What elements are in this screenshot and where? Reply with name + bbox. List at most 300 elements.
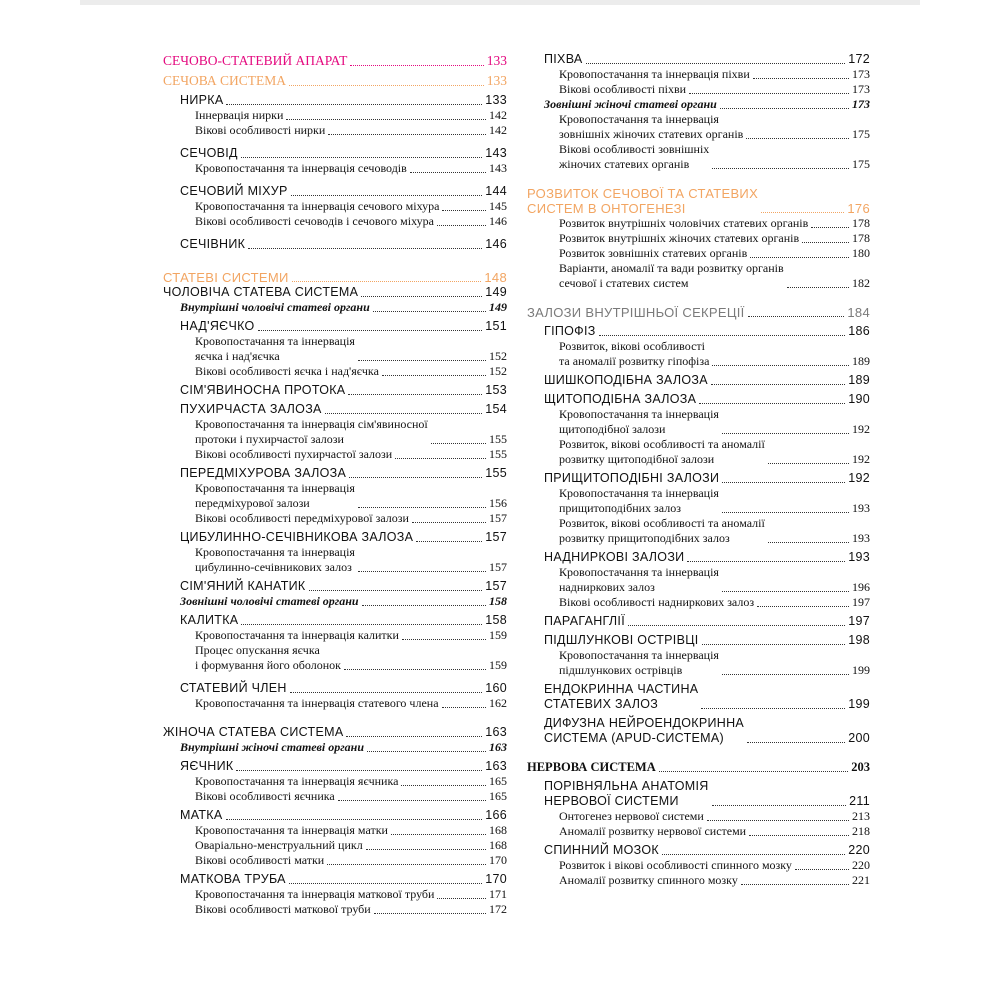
toc-entry[interactable] [163,789,507,804]
dot-leader [289,883,482,884]
toc-page-number: 197 [852,595,870,609]
toc-page-number: 152 [489,364,507,378]
toc-entry-title: Вікові особливості зовнішніх жіночих статевих органів [559,142,710,171]
toc-entry[interactable] [527,516,870,546]
toc-entry-title: ДИФУЗНА НЕЙРОЕНДОКРИННА СИСТЕМА (APUD-СИСТЕМА) [544,716,745,745]
toc-entry-title: ПЕРЕДМІХУРОВА ЗАЛОЗА [180,466,347,480]
dot-leader [722,482,845,483]
dot-leader [722,433,849,434]
toc-page-number: 198 [848,633,870,647]
toc-entry[interactable] [527,82,870,97]
dot-leader [382,375,486,376]
dot-leader [702,644,846,645]
toc-entry[interactable] [163,161,507,176]
dot-leader [699,403,845,404]
toc-entry[interactable] [527,843,870,858]
toc-entry-title: Кровопостачання та іннервація яєчка і над'яєчка [195,334,355,363]
toc-entry[interactable] [527,760,870,775]
toc-page-number: 175 [852,127,870,141]
toc-entry[interactable] [527,392,870,407]
toc-page-number: 154 [485,402,507,416]
toc-page-number: 143 [489,161,507,175]
toc-entry-title: ПІДШЛУНКОВІ ОСТРІВЦІ [544,633,699,647]
dot-leader [811,227,849,228]
toc-page-number: 170 [485,872,507,886]
toc-entry[interactable] [163,108,507,123]
toc-entry-title: Зовнішні чоловічі статеві органи [180,594,359,608]
toc-entry-title: Розвиток внутрішніх жіночих статевих органів [559,231,800,245]
toc-entry[interactable] [163,887,507,902]
dot-leader [348,394,482,395]
dot-leader [749,835,849,836]
toc-entry[interactable] [163,52,507,69]
toc-entry[interactable] [163,579,507,594]
toc-entry-title: Внутрішні жіночі статеві органи [180,740,365,754]
toc-entry[interactable] [163,417,507,447]
toc-entry-title: РОЗВИТОК СЕЧОВОЇ ТА СТАТЕВИХ СИСТЕМ В ОНТОГЕНЕЗІ [527,186,759,216]
toc-entry[interactable] [163,643,507,673]
toc-entry[interactable] [163,466,507,481]
dot-leader [412,522,486,523]
toc-entry-title: ЗАЛОЗИ ВНУТРІШНЬОЇ СЕКРЕЦІЇ [527,305,745,320]
dot-leader [358,571,486,572]
dot-leader [362,605,486,606]
toc-entry[interactable] [163,481,507,511]
toc-entry-title: ЧОЛОВІЧА СТАТЕВА СИСТЕМА [163,285,359,299]
toc-entry[interactable] [527,614,870,629]
toc-spacer [163,229,507,237]
toc-entry[interactable] [163,774,507,789]
toc-entry-title: Розвиток зовнішніх статевих органів [559,246,748,260]
toc-spacer [163,711,507,725]
toc-entry-title: Розвиток, вікові особливості та аномалії розвитку щитоподібної залози [559,437,765,466]
toc-entry-title: НАД'ЯЄЧКО [180,319,255,333]
dot-leader [325,413,483,414]
toc-entry[interactable] [527,305,870,320]
toc-spacer [163,673,507,681]
toc-entry-title: ЖІНОЧА СТАТЕВА СИСТЕМА [163,725,344,739]
dot-leader [241,624,482,625]
toc-entry[interactable] [163,613,507,628]
dot-leader [720,108,849,109]
toc-entry-title: Кровопостачання та іннервація щитоподібної залози [559,407,719,436]
toc-column-right [527,52,870,888]
dot-leader [712,365,849,366]
toc-page-number: 171 [489,887,507,901]
toc-entry[interactable] [163,725,507,740]
toc-entry[interactable] [163,364,507,379]
dot-leader [349,477,482,478]
toc-entry[interactable] [163,199,507,214]
toc-entry-title: Оваріально-менструальний цикл [195,838,363,852]
toc-entry-title: Кровопостачання та іннервація сечоводів [195,161,407,175]
dot-leader [391,834,486,835]
toc-entry-title: СЕЧОВИЙ МІХУР [180,184,288,198]
toc-entry[interactable] [527,52,870,67]
toc-entry-title: Кровопостачання та іннервація маткової труби [195,887,435,901]
toc-page-number: 157 [485,530,507,544]
toc-page-number: 133 [486,73,507,88]
toc-entry[interactable] [163,823,507,838]
dot-leader [344,669,486,670]
dot-leader [358,360,486,361]
toc-entry-title: Розвиток, вікові особливості та аномалії розвитку гіпофіза [559,339,710,368]
toc-entry-title: СЕЧОВО-СТАТЕВИЙ АПАРАТ [163,53,348,68]
toc-entry[interactable] [163,594,507,609]
dot-leader [361,296,482,297]
toc-entry[interactable] [527,682,870,712]
toc-entry[interactable] [527,858,870,873]
dot-leader [248,248,482,249]
toc-page-number: 165 [489,789,507,803]
toc-entry-title: НЕРВОВА СИСТЕМА [527,760,656,774]
toc-entry[interactable] [527,648,870,678]
toc-page-number: 142 [489,123,507,137]
dot-leader [416,541,482,542]
toc-entry[interactable] [527,633,870,648]
toc-entry[interactable] [163,93,507,108]
toc-entry-title: Розвиток і вікові особливості спинного мозку [559,858,792,872]
toc-entry-title: ЦИБУЛИННО-СЕЧІВНИКОВА ЗАЛОЗА [180,530,414,544]
toc-entry-title: Кровопостачання та іннервація надниркових залоз [559,565,719,594]
toc-entry[interactable] [527,779,870,809]
toc-entry[interactable] [527,186,870,216]
toc-entry-title: Розвиток, вікові особливості та аномалії розвитку прищитоподібних залоз [559,516,765,545]
toc-entry[interactable] [527,809,870,824]
toc-entry[interactable] [163,628,507,643]
toc-page-number: 182 [852,276,870,290]
toc-entry[interactable] [163,270,507,285]
toc-entry[interactable] [527,231,870,246]
dot-leader [689,93,849,94]
dot-leader [350,65,483,66]
toc-page-number: 173 [852,67,870,81]
toc-entry-title: Вікові особливості матки [195,853,325,867]
toc-page-number: 172 [848,52,870,66]
toc-page-number: 144 [485,184,507,198]
toc-page-number: 203 [851,760,870,774]
dot-leader [741,884,849,885]
toc-entry[interactable] [163,184,507,199]
dot-leader [599,335,846,336]
toc-entry[interactable] [527,373,870,388]
dot-leader [795,869,849,870]
dot-leader [442,210,486,211]
toc-entry[interactable] [163,808,507,823]
toc-page-number: 152 [489,349,507,363]
dot-leader [802,242,849,243]
dot-leader [402,639,486,640]
dot-leader [373,311,486,312]
toc-entry-title: ПРИЩИТОПОДІБНІ ЗАЛОЗИ [544,471,720,485]
toc-entry-title: Кровопостачання та іннервація піхви [559,67,750,81]
toc-entry[interactable] [163,285,507,300]
toc-entry-title: ЯЄЧНИК [180,759,234,773]
toc-page-number: 146 [489,214,507,228]
toc-entry[interactable] [527,595,870,610]
toc-page-number: 149 [489,300,507,314]
toc-page-number: 200 [848,731,870,745]
toc-entry[interactable] [527,471,870,486]
toc-entry-title: Варіанти, аномалії та вади розвитку органів сечової і статевих систем [559,261,784,290]
toc-entry-title: ПУХИРЧАСТА ЗАЛОЗА [180,402,322,416]
toc-entry-title: Вікові особливості яєчка і над'яєчка [195,364,379,378]
dot-leader [346,736,482,737]
dot-leader [746,138,849,139]
dot-leader [226,104,482,105]
dot-leader [442,707,486,708]
dot-leader [366,849,486,850]
toc-page-number: 192 [852,452,870,466]
dot-leader [437,898,486,899]
toc-page-number: 220 [848,843,870,857]
dot-leader [750,257,849,258]
dot-leader [291,195,483,196]
toc-page-number: 133 [485,93,507,107]
toc-page-number: 162 [489,696,507,710]
toc-entry-title: СПИННИЙ МОЗОК [544,843,659,857]
toc-entry-title: Вікові особливості передміхурової залози [195,511,409,525]
toc-entry[interactable] [163,545,507,575]
toc-entry[interactable] [527,437,870,467]
toc-entry[interactable] [527,339,870,369]
toc-entry[interactable] [163,237,507,252]
toc-page-number: 148 [484,270,507,285]
toc-page-number: 193 [852,531,870,545]
toc-page-number: 143 [485,146,507,160]
toc-entry[interactable] [527,486,870,516]
toc-entry[interactable] [163,447,507,462]
toc-entry-title: Вікові особливості надниркових залоз [559,595,755,609]
toc-entry-title: Кровопостачання та іннервація сечового міхура [195,199,440,213]
toc-entry-title: СІМ'ЯНИЙ КАНАТИК [180,579,306,593]
dot-leader [338,800,486,801]
dot-leader [768,463,849,464]
toc-page-number: 157 [489,511,507,525]
toc-page-number: 155 [489,447,507,461]
toc-entry[interactable] [163,853,507,868]
dot-leader [309,590,483,591]
toc-page-number: 220 [852,858,870,872]
toc-entry-title: СТАТЕВИЙ ЧЛЕН [180,681,287,695]
toc-entry-title: Кровопостачання та іннервація зовнішніх жіночих статевих органів [559,112,744,141]
toc-spacer [163,138,507,146]
toc-entry[interactable] [163,872,507,887]
toc-entry[interactable] [527,261,870,291]
toc-entry[interactable] [163,383,507,398]
toc-spacer [527,291,870,305]
toc-entry-title: Вікові особливості яєчника [195,789,335,803]
toc-page-number: 193 [852,501,870,515]
toc-entry-title: Вікові особливості пухирчастої залози [195,447,393,461]
dot-leader [236,770,482,771]
toc-entry-title: СЕЧОВА СИСТЕМА [163,73,287,88]
toc-page-number: 163 [489,740,507,754]
toc-page-number: 168 [489,823,507,837]
toc-entry[interactable] [527,550,870,565]
toc-entry-title: Процес опускання яєчка і формування його оболонок [195,643,341,672]
toc-page-number: 157 [485,579,507,593]
dot-leader [289,85,484,86]
toc-entry[interactable] [527,824,870,839]
toc-entry-title: СЕЧОВІД [180,146,238,160]
dot-leader [327,864,486,865]
toc-page-number: 196 [852,580,870,594]
toc-page-number: 172 [489,902,507,916]
dot-leader [701,708,845,709]
dot-leader [586,63,846,64]
dot-leader [292,281,482,282]
toc-entry-title: Кровопостачання та іннервація матки [195,823,388,837]
toc-page-number: 156 [489,496,507,510]
dot-leader [757,606,849,607]
toc-spacer [527,172,870,186]
toc-page-number: 168 [489,838,507,852]
dot-leader [401,785,486,786]
toc-entry[interactable] [163,402,507,417]
dot-leader [722,512,849,513]
toc-entry-title: Кровопостачання та іннервація сім'явиносної протоки і пухирчастої залози [195,417,428,446]
toc-entry-title: Кровопостачання та іннервація передміхурової залози [195,481,355,510]
toc-entry[interactable] [163,300,507,315]
toc-entry-title: ЩИТОПОДІБНА ЗАЛОЗА [544,392,697,406]
toc-entry[interactable] [527,324,870,339]
toc-page-number: 166 [485,808,507,822]
toc-entry[interactable] [163,511,507,526]
dot-leader [722,674,849,675]
toc-entry[interactable] [527,112,870,142]
dot-leader [748,316,845,317]
toc-entry-title: Вікові особливості нирки [195,123,326,137]
dot-leader [437,225,486,226]
toc-entry-title: Вікові особливості маткової труби [195,902,371,916]
dot-leader [358,507,486,508]
dot-leader [431,443,486,444]
toc-page-number: 192 [852,422,870,436]
dot-leader [787,287,849,288]
dot-leader [711,384,845,385]
toc-page-number: 199 [848,697,870,711]
toc-entry[interactable] [527,716,870,746]
dot-leader [712,168,849,169]
toc-page-number: 159 [489,658,507,672]
toc-entry-title: КАЛИТКА [180,613,239,627]
toc-entry[interactable] [527,142,870,172]
toc-entry[interactable] [163,319,507,334]
toc-entry[interactable] [163,740,507,755]
toc-entry[interactable] [527,407,870,437]
toc-entry-title: Кровопостачання та іннервація прищитоподібних залоз [559,486,719,515]
dot-leader [410,172,486,173]
toc-spacer [163,176,507,184]
toc-page-number: 178 [852,231,870,245]
toc-entry-title: Вікові особливості піхви [559,82,687,96]
toc-entry[interactable] [163,838,507,853]
toc-page-number: 193 [848,550,870,564]
dot-leader [687,561,845,562]
dot-leader [395,458,486,459]
toc-entry-title: Аномалії розвитку спинного мозку [559,873,738,887]
dot-leader [367,751,486,752]
toc-entry[interactable] [163,696,507,711]
toc-entry[interactable] [163,146,507,161]
toc-page-number: 163 [485,725,507,739]
dot-leader [707,820,849,821]
toc-page-number: 160 [485,681,507,695]
toc-entry-title: Кровопостачання та іннервація яєчника [195,774,399,788]
toc-page-number: 173 [852,97,870,111]
toc-page-number: 180 [852,246,870,260]
toc-entry[interactable] [163,334,507,364]
dot-leader [659,771,849,772]
toc-page-number: 151 [485,319,507,333]
dot-leader [768,542,849,543]
toc-entry[interactable] [163,530,507,545]
toc-entry-title: НИРКА [180,93,224,107]
toc-entry[interactable] [163,214,507,229]
toc-page-number: 155 [485,466,507,480]
dot-leader [290,692,482,693]
toc-entry-title: ШИШКОПОДІБНА ЗАЛОЗА [544,373,708,387]
toc-page-number: 159 [489,628,507,642]
toc-page-number: 186 [848,324,870,338]
toc-entry-title: СЕЧІВНИК [180,237,246,251]
toc-entry[interactable] [527,246,870,261]
toc-entry-title: СІМ'ЯВИНОСНА ПРОТОКА [180,383,346,397]
toc-page-number: 176 [847,201,870,216]
toc-entry-title: Кровопостачання та іннервація цибулинно-сечівникових залоз [195,545,355,574]
toc-column-left [163,52,507,917]
dot-leader [662,854,845,855]
toc-entry-title: Іннервація нирки [195,108,284,122]
toc-entry-title: ПАРАГАНГЛІЇ [544,614,625,628]
toc-page-number: 170 [489,853,507,867]
toc-entry[interactable] [527,216,870,231]
toc-entry[interactable] [163,681,507,696]
toc-entry-title: ПОРІВНЯЛЬНА АНАТОМІЯ НЕРВОВОЇ СИСТЕМИ [544,779,709,808]
toc-entry[interactable] [527,565,870,595]
toc-entry[interactable] [527,67,870,82]
toc-page-number: 184 [847,305,870,320]
toc-entry[interactable] [163,123,507,138]
toc-entry[interactable] [163,902,507,917]
toc-entry-title: Розвиток внутрішніх чоловічих статевих органів [559,216,809,230]
dot-leader [258,330,483,331]
toc-page-number: 153 [485,383,507,397]
dot-leader [328,134,486,135]
toc-page-number: 197 [848,614,870,628]
dot-leader [761,212,844,213]
toc-page-number: 157 [489,560,507,574]
toc-page-number: 189 [848,373,870,387]
dot-leader [226,819,483,820]
toc-entry[interactable] [163,759,507,774]
toc-entry[interactable] [527,873,870,888]
toc-entry-title: ГІПОФІЗ [544,324,596,338]
toc-entry[interactable] [163,73,507,89]
dot-leader [374,913,486,914]
toc-page-number: 142 [489,108,507,122]
toc-entry-title: Онтогенез нервової системи [559,809,704,823]
toc-entry-title: Зовнішні жіночі статеві органи [544,97,717,111]
toc-page-number: 199 [852,663,870,677]
toc-page-number: 213 [852,809,870,823]
dot-leader [712,805,847,806]
toc-entry[interactable] [527,97,870,112]
toc-page-number: 158 [489,594,507,608]
toc-page-number: 155 [489,432,507,446]
toc-entry-title: Кровопостачання та іннервація калитки [195,628,399,642]
